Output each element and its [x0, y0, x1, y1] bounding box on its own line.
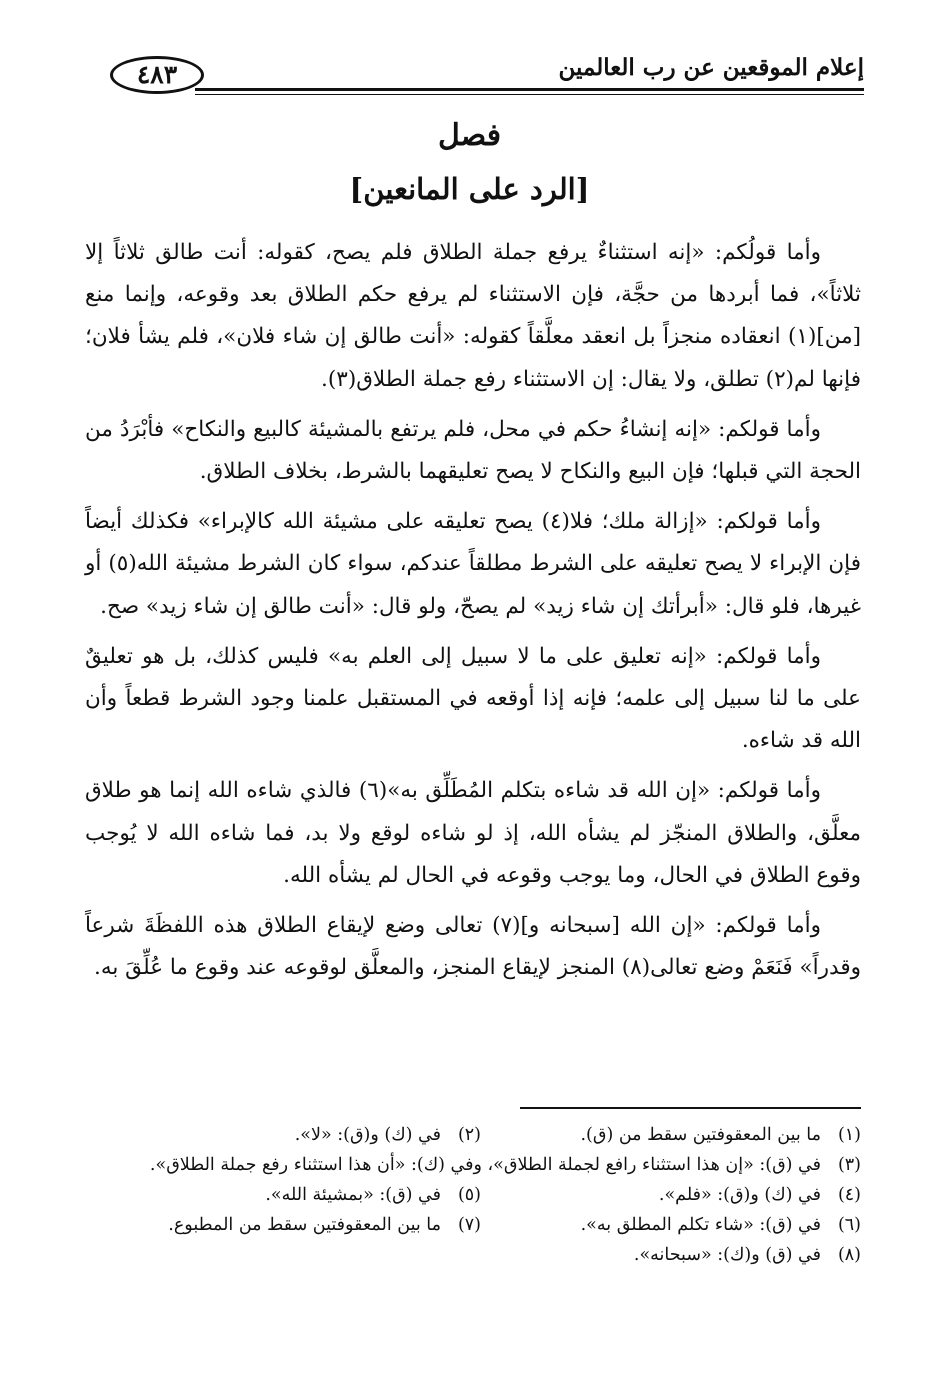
footnote-text: ما بين المعقوفتين سقط من المطبوع.: [168, 1215, 441, 1235]
footnote: [481, 1180, 861, 1210]
footnote-row: [90, 1210, 861, 1240]
body-text: [85, 232, 861, 997]
paragraph: وأما قولكم: «إنه تعليق على ما لا سبيل إلى العلم به» فليس كذلك، بل هو تعليقٌ على ما لنا سبيل إلى علمه؛ فإنه إذا أوقعه في المستقبل علمنا وجود الشرط قطعاً وأن الله قد شاءه.: [85, 643, 861, 754]
footnote: [295, 1120, 481, 1150]
footnote-number: (١): [837, 1125, 861, 1145]
footnote: [265, 1180, 481, 1210]
footnote-text: في (ك) و(ق): «فلم».: [658, 1185, 821, 1205]
footnote-text: في (ق): «إن هذا استثناء رافع لجملة الطلاق»، وفي (ك): «أن هذا استثناء رفع جملة الطلاق».: [149, 1155, 821, 1175]
footnote: [481, 1120, 861, 1150]
footnote-number: (٢): [457, 1125, 481, 1145]
book-title: إعلام الموقعين عن رب العالمين: [558, 54, 864, 81]
footnote-text: في (ك) و(ق): «لا».: [294, 1125, 441, 1145]
footnote: [481, 1240, 861, 1270]
footnote-text: ما بين المعقوفتين سقط من (ق).: [580, 1125, 821, 1145]
header-rule-thick: [195, 88, 864, 91]
section-title: فصل: [437, 118, 502, 153]
footnote-text: في (ق) و(ك): «سبحانه».: [633, 1245, 821, 1265]
footnote: [90, 1150, 861, 1180]
footnote: [168, 1210, 481, 1240]
footnote-number: (٦): [837, 1215, 861, 1235]
paragraph: وأما قولكم: «إن الله [سبحانه و](٧) تعالى وضع لإيقاع الطلاق هذه اللفظَةَ شرعاً وقدراً» فَنَعَمْ وضع تعالى(٨) المنجز لإيقاع المنجز، والمعلَّق لوقوعه عند وقوع ما عُلِّقَ به.: [85, 913, 861, 981]
paragraph: وأما قولكم: «إزالة ملك؛ فلا(٤) يصح تعليقه على مشيئة الله كالإبراء» فكذلك أيضاً فإن الإبراء لا يصح تعليقه على الشرط مطلقاً عندكم، سواء كان الشرط مشيئة الله(٥) أو غيرها، فلو قال: «أبرأتك إن شاء زيد» لم يصحّ، ولو قال: «أنت طالق إن شاء زيد» صح.: [85, 509, 861, 619]
footnote-row: [90, 1180, 861, 1210]
header-rule-thin: [195, 94, 864, 95]
subsection-title: [الرد على المانعين]: [349, 172, 590, 206]
footnote-text: في (ق): «شاء تكلم المطلق به».: [580, 1215, 821, 1235]
footnote-text: في (ق): «بمشيئة الله».: [265, 1185, 441, 1205]
footnote-number: (٣): [837, 1155, 861, 1175]
paragraph: وأما قولكم: «إنه إنشاءُ حكم في محل، فلم يرتفع بالمشيئة كالبيع والنكاح» فأبْرَدُ من الحجة التي قبلها؛ فإن البيع والنكاح لا يصح تعليقهما بالشرط، بخلاف الطلاق.: [85, 416, 861, 485]
footnote-row: [90, 1240, 861, 1270]
page-number: ٤٨٣: [110, 56, 204, 94]
footnote: [481, 1210, 861, 1240]
footnote-separator: [520, 1107, 861, 1109]
paragraph: وأما قولُكم: «إنه استثناءٌ يرفع جملة الطلاق فلم يصح، كقوله: أنت طالق ثلاثاً إلا ثلاثاً»، فما أبردها من حجَّة، فإن الاستثناء لم يرفع حكم الطلاق بعد وقوعه، وإنما منع [من](١) انعقاده منجزاً بل انعقد معلَّقاً كقوله: «أنت طالق إن شاء فلان»، فلم يشأ فلان؛ فإنها لم(٢) تطلق، ولا يقال: إن الاستثناء رفع جملة الطلاق(٣).: [85, 240, 861, 392]
paragraph: وأما قولكم: «إن الله قد شاءه بتكلم المُطَلِّق به»(٦) فالذي شاءه الله إنما هو طلاق معلَّق، والطلاق المنجّز لم يشأه الله، إذ لو شاءه لوقع ولا بد، فما شاءه الله لا يُوجب وقوع الطلاق في الحال، وما يوجب وقوعه في الحال لم يشأه الله.: [85, 778, 861, 888]
footnotes: [90, 1120, 861, 1270]
footnote-row: [90, 1120, 861, 1150]
footnote-number: (٥): [457, 1185, 481, 1205]
footnote-number: (٤): [837, 1185, 861, 1205]
footnote-number: (٨): [837, 1245, 861, 1265]
running-header: [95, 40, 864, 100]
footnote-number: (٧): [457, 1215, 481, 1235]
